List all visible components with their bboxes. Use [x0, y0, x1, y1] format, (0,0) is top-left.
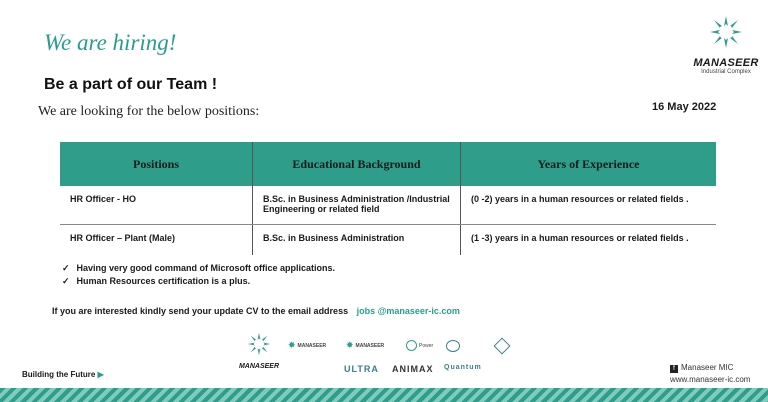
company-name: MANASEER — [693, 57, 759, 69]
partner-logo: Power — [406, 340, 433, 351]
facebook-link[interactable]: f Manaseer MIC — [670, 362, 750, 374]
email-link[interactable]: jobs @manaseer-ic.com — [356, 306, 460, 316]
sunburst-logo-icon — [706, 12, 746, 52]
positions-table — [60, 142, 716, 255]
tagline: Building the Future ▶ — [22, 370, 104, 379]
company-subtitle: Industrial Complex — [701, 69, 751, 75]
col-education: Educational Background — [253, 142, 461, 186]
sunburst-logo-icon — [244, 330, 274, 358]
facebook-icon: f — [670, 365, 678, 373]
positions-intro: We are looking for the below positions: — [38, 104, 260, 119]
experience-cell: (0 -2) years in a human resources or related fields . — [461, 186, 717, 225]
partner-logo — [446, 340, 460, 352]
experience-cell: (1 -3) years in a human resources or related fields . — [471, 233, 689, 243]
post-date: 16 May 2022 — [652, 101, 717, 113]
brand-animax: ANIMAX — [392, 364, 434, 374]
brand-ultra: ULTRA — [344, 364, 379, 374]
hiring-headline: We are hiring! — [44, 30, 177, 55]
col-experience: Years of Experience — [461, 142, 717, 186]
table-row — [60, 186, 716, 225]
partner-logo: ✸ MANASEER — [288, 340, 327, 350]
position-cell: HR Officer – Plant (Male) — [60, 225, 253, 256]
website-link[interactable]: www.manaseer-ic.com — [670, 375, 751, 384]
cv-instruction: If you are interested kindly send your update CV to the email address jobs @manaseer-ic.com — [52, 306, 460, 316]
brand-quantum: Quantum — [444, 364, 482, 371]
partner-logo: ✸ MANASEER — [346, 340, 385, 350]
company-logo — [686, 12, 766, 75]
list-item: ✓ Having very good command of Microsoft office applications. — [62, 263, 336, 273]
arrow-right-icon: ▶ — [97, 370, 104, 379]
footer-logo: MANASEER — [234, 330, 284, 370]
education-cell: B.Sc. in Business Administration /Industrial Engineering or related field — [253, 186, 461, 225]
requirements-list — [62, 262, 335, 288]
partner-logo — [496, 340, 508, 352]
education-cell: B.Sc. in Business Administration — [253, 225, 461, 256]
check-icon: ✓ — [62, 276, 70, 286]
footer-stripe — [0, 388, 768, 402]
team-headline: Be a part of our Team ! — [44, 76, 218, 93]
position-cell: HR Officer - HO — [60, 186, 253, 225]
list-item: ✓ Human Resources certification is a plus. — [62, 276, 251, 286]
check-icon: ✓ — [62, 263, 70, 273]
table-row — [60, 225, 716, 256]
social-contact — [670, 362, 750, 386]
col-positions: Positions — [60, 142, 253, 186]
